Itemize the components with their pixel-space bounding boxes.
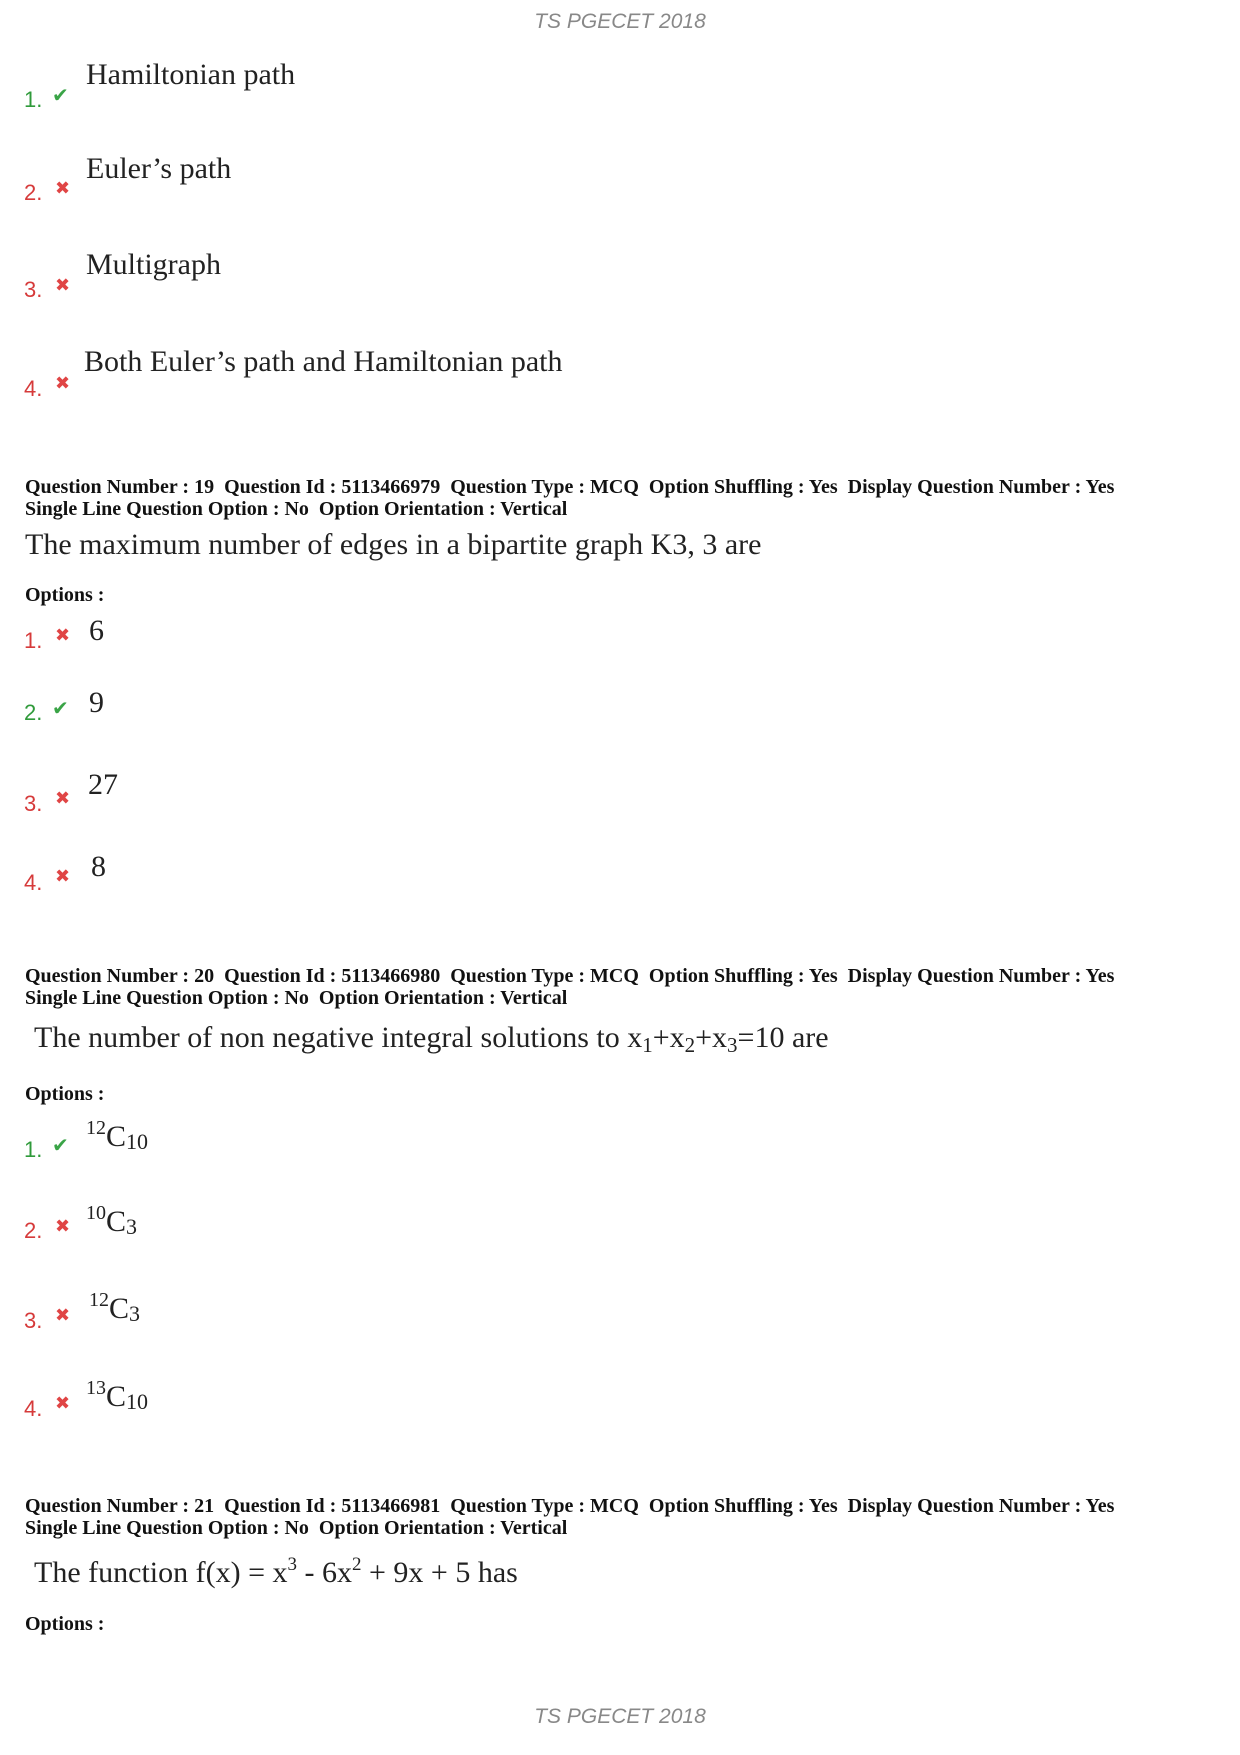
option-text: $^{10}C_3$ [86, 1202, 138, 1239]
option-text: Both Euler’s path and Hamiltonian path [84, 345, 563, 378]
option-text: Hamiltonian path [86, 58, 296, 91]
question-text: The function $f(x) = x^3 - 6x^2 + 9x + 5$ has [34, 1554, 518, 1589]
wrong-cross-icon: ✖ [55, 1216, 71, 1237]
option-text: 27 [88, 768, 118, 801]
page-header: TS PGECET 2018 [534, 10, 706, 33]
option-text: $^{13}C_{10}$ [86, 1377, 149, 1414]
option-text: Multigraph [86, 248, 221, 281]
options-label: Options : [25, 1083, 105, 1105]
option-number: 3. [24, 277, 43, 302]
option-number: 4. [24, 1396, 43, 1421]
option-text: Euler’s path [86, 152, 232, 185]
option-number: 3. [24, 791, 43, 816]
wrong-cross-icon: ✖ [55, 275, 71, 296]
question-meta: Question Number : 20 Question Id : 5113466980 Question Type : MCQ Option Shuffling : Yes Display Question Number : Yes Single Line Question Option : No Option Orientation : Vertical [25, 965, 1115, 1009]
option-number: 3. [24, 1308, 43, 1333]
option-number: 2. [24, 700, 43, 725]
question-text: The number of non negative integral solutions to x1+x2+x3=10 are [34, 1021, 829, 1057]
correct-check-icon: ✔ [52, 1133, 69, 1157]
wrong-cross-icon: ✖ [55, 866, 71, 887]
options-label: Options : [25, 1613, 105, 1635]
wrong-cross-icon: ✖ [55, 1393, 71, 1414]
option-text: $^{12}C_3$ [89, 1289, 141, 1326]
option-number: 2. [24, 180, 43, 205]
option-number: 2. [24, 1218, 43, 1243]
option-number: 1. [24, 87, 43, 112]
question-meta: Question Number : 19 Question Id : 5113466979 Question Type : MCQ Option Shuffling : Yes Display Question Number : Yes Single Line Question Option : No Option Orientation : Vertical [25, 476, 1115, 520]
options-label: Options : [25, 584, 105, 606]
wrong-cross-icon: ✖ [55, 1305, 71, 1326]
option-number: 1. [24, 628, 43, 653]
option-text: 9 [89, 686, 104, 719]
option-number: 4. [24, 870, 43, 895]
option-text: 8 [91, 850, 106, 883]
option-text: 6 [89, 614, 104, 647]
correct-check-icon: ✔ [52, 696, 69, 720]
question-meta: Question Number : 21 Question Id : 5113466981 Question Type : MCQ Option Shuffling : Yes Display Question Number : Yes Single Line Question Option : No Option Orientation : Vertical [25, 1495, 1115, 1539]
wrong-cross-icon: ✖ [55, 178, 71, 199]
option-number: 1. [24, 1137, 43, 1162]
wrong-cross-icon: ✖ [55, 373, 71, 394]
page-footer: TS PGECET 2018 [534, 1705, 706, 1728]
wrong-cross-icon: ✖ [55, 788, 71, 809]
option-text: $^{12}C_{10}$ [86, 1117, 149, 1154]
wrong-cross-icon: ✖ [55, 625, 71, 646]
option-number: 4. [24, 376, 43, 401]
correct-check-icon: ✔ [52, 83, 69, 107]
question-text: The maximum number of edges in a bipartite graph K3, 3 are [25, 528, 762, 561]
